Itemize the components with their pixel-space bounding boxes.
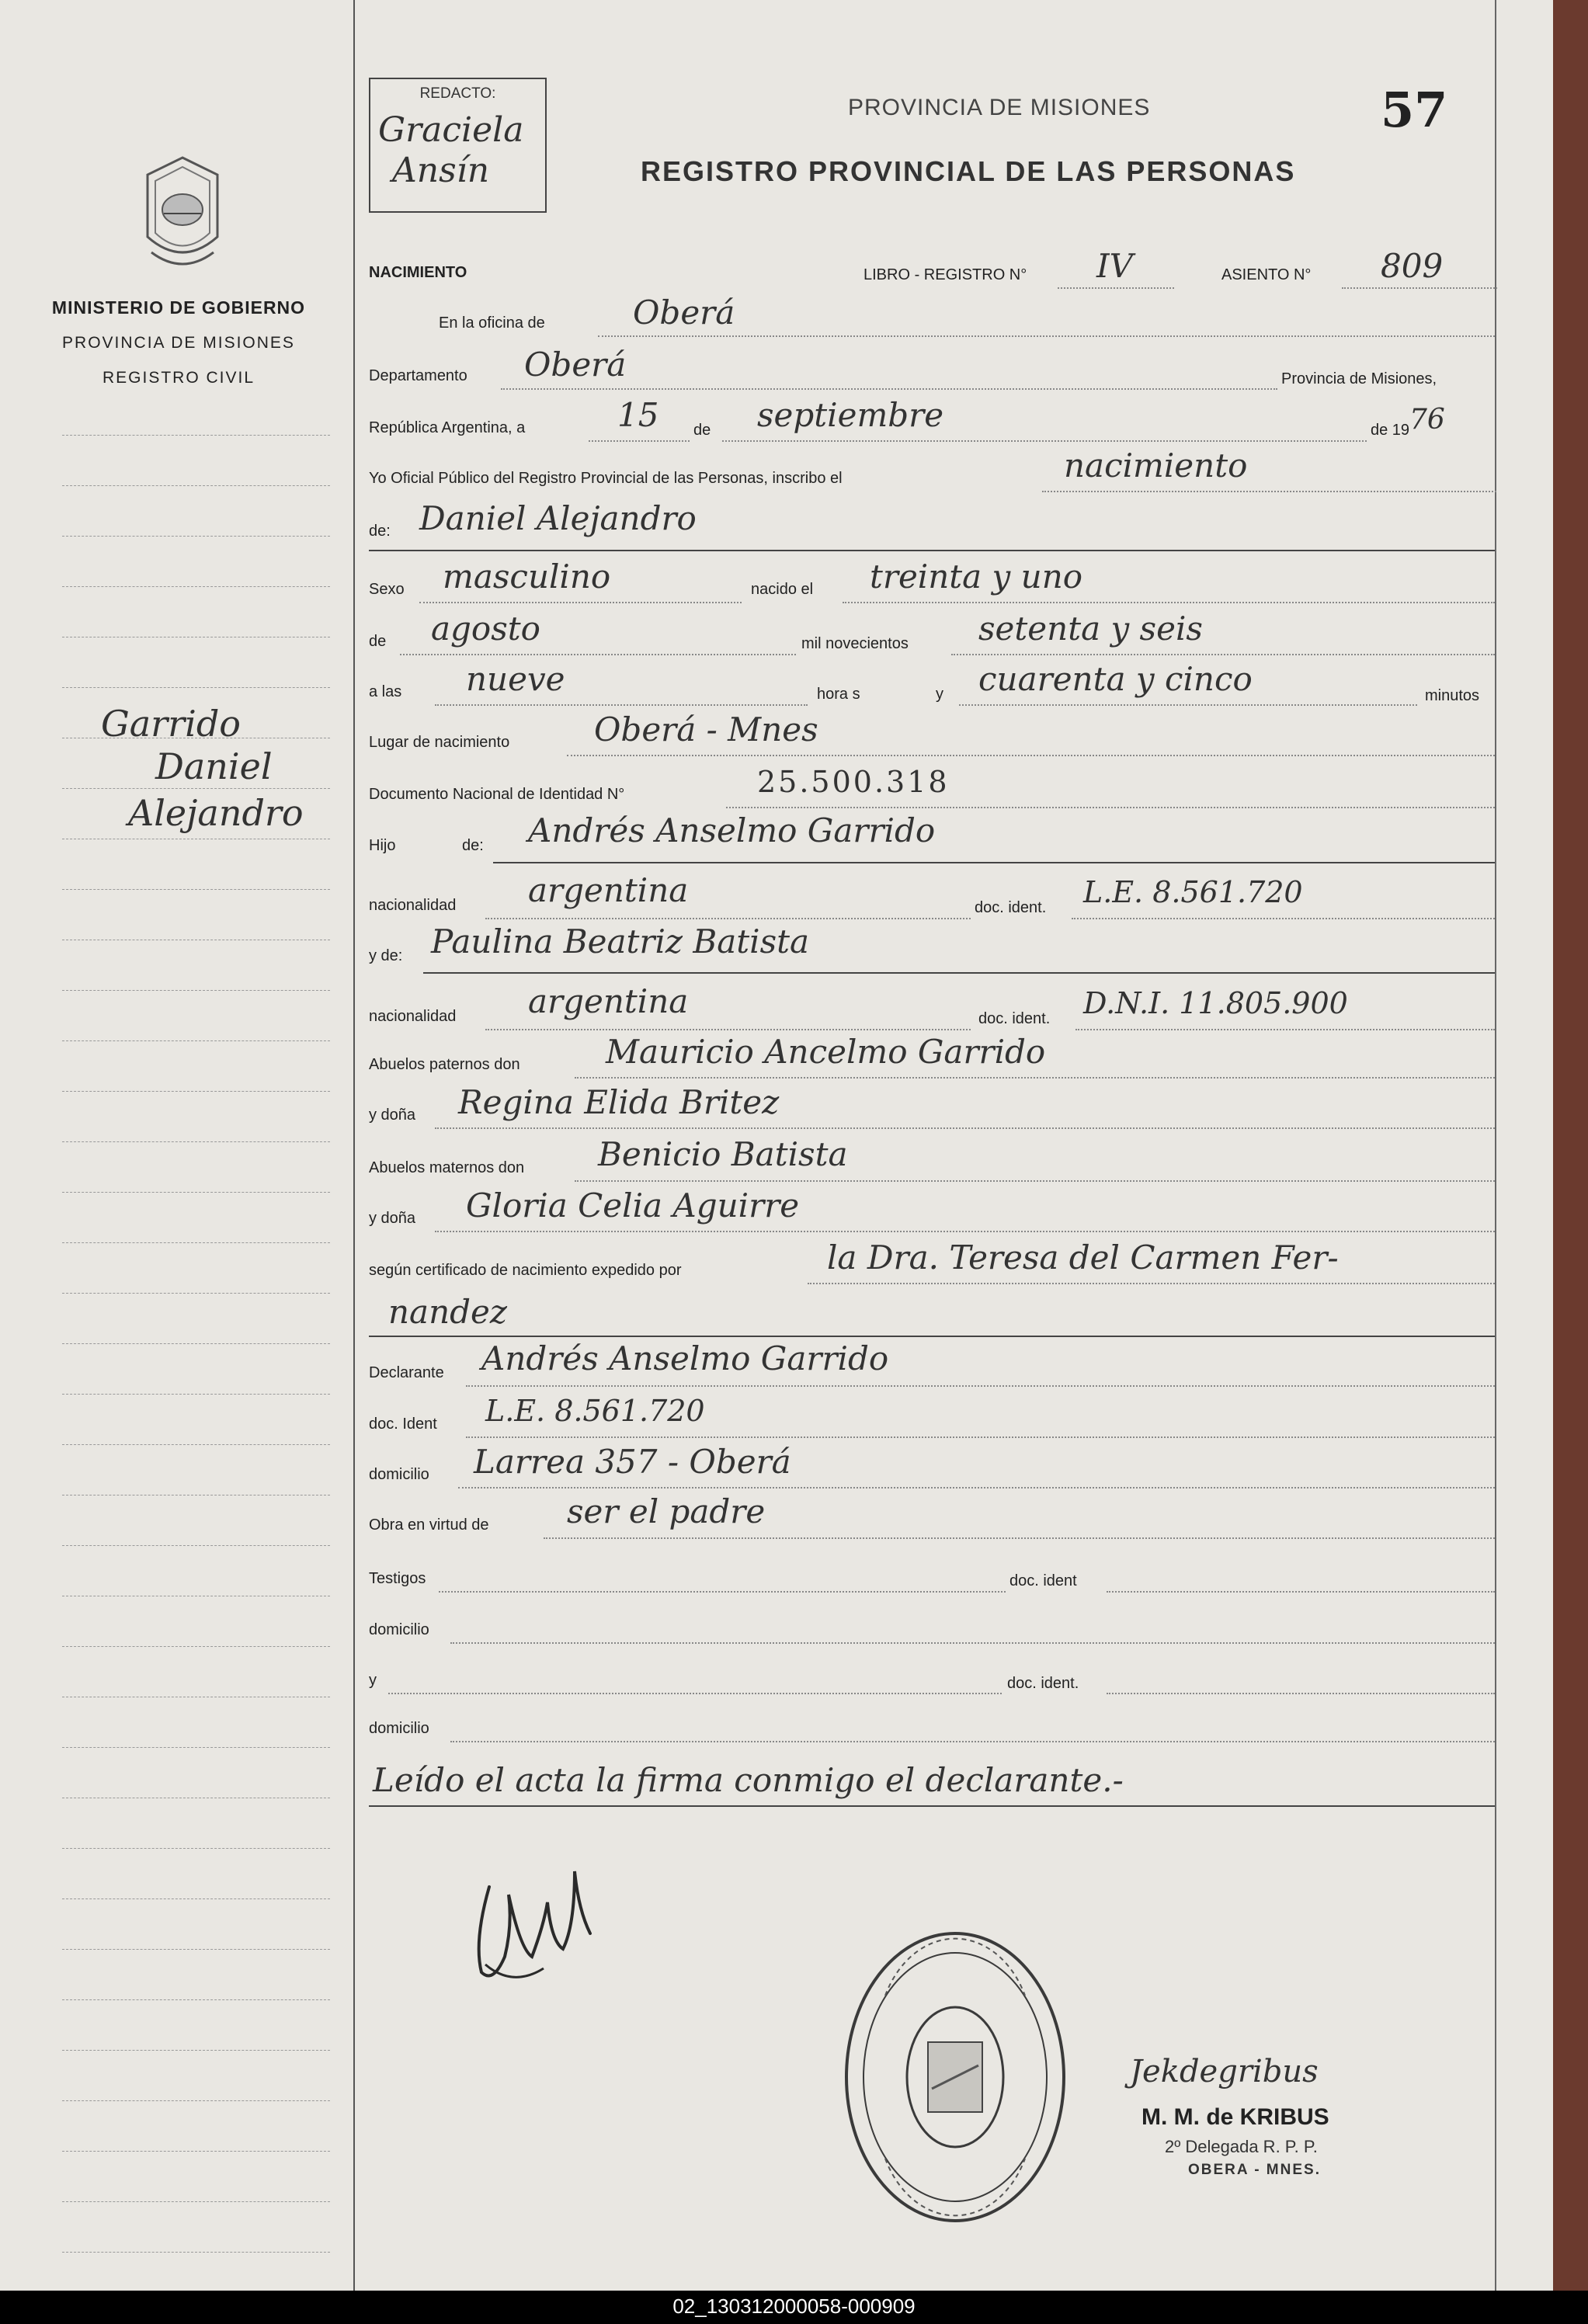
abuelo-materno-value: Benicio Batista [598, 1135, 848, 1173]
doc-padre-label: doc. ident. [975, 899, 1047, 916]
margin-ruled-line [62, 687, 330, 688]
alas-label-text: a la [369, 683, 394, 700]
margin-ruled-line [62, 1141, 330, 1142]
certificado-label: según certificado de nacimiento expedido por [369, 1262, 682, 1279]
margin-ruled-line [62, 2100, 330, 2101]
nacido-value: treinta y uno [870, 558, 1083, 596]
madre-value: Paulina Beatriz Batista [431, 922, 810, 961]
margin-ruled-line [62, 435, 330, 436]
testigos-line [439, 1591, 1006, 1593]
declarante-label: Declarante [369, 1364, 444, 1381]
madre-rule [423, 972, 1495, 974]
alas-line [435, 704, 808, 706]
nacionalidad-padre-line [485, 918, 971, 919]
domicilio-testigo2-label: domicilio [369, 1720, 429, 1737]
minutos-value: cuarenta y cinco [978, 660, 1253, 698]
provincia-label: Provincia de Misiones, [1281, 370, 1437, 387]
closing-rule [369, 1805, 1495, 1807]
nacionalidad-padre-label: nacionalidad [369, 897, 457, 914]
delegada-signature: Jekdegribus [1130, 2054, 1319, 2090]
testigos-label: Testigos [369, 1570, 426, 1587]
asiento-line [1342, 287, 1497, 289]
oficial-value: nacimiento [1064, 446, 1248, 485]
sexo-label: Sexo [369, 581, 405, 598]
redacto-box [369, 78, 547, 213]
closing-statement: Leído el acta la firma conmigo el declarante.- [373, 1761, 1124, 1799]
redacto-signature-line2: Ansín [392, 151, 490, 190]
mes-nac-label: de [369, 633, 387, 650]
margin-ruled-line [62, 1747, 330, 1748]
margin-ruled-line [62, 990, 330, 991]
oficina-line [598, 335, 1495, 337]
de-label: de [693, 422, 711, 439]
doc-madre-line [1075, 1029, 1495, 1030]
y-label: y [936, 686, 943, 703]
redacto-label: REDACTO: [419, 85, 496, 102]
minutos-line [959, 704, 1417, 706]
abuelo-materno-label: Abuelos maternos don [369, 1159, 525, 1176]
abuela-materna-value: Gloria Celia Aguirre [466, 1186, 800, 1225]
abuelo-paterno-label: Abuelos paternos don [369, 1056, 520, 1073]
province-title: PROVINCIA DE MISIONES [848, 95, 1151, 120]
margin-ruled-line [62, 485, 330, 486]
ministry-province: PROVINCIA DE MISIONES [62, 334, 295, 352]
dia-value: 15 [617, 396, 659, 434]
oficina-label: En la oficina de [439, 314, 545, 332]
margin-ruled-line [62, 1242, 330, 1243]
image-code: 02_130312000058-000909 [672, 2294, 916, 2318]
departamento-line [501, 388, 1277, 390]
abuela-materna-label: y doña [369, 1210, 416, 1227]
lugar-label: Lugar de nacimiento [369, 734, 510, 751]
alas-label [369, 683, 401, 701]
margin-ruled-line [62, 788, 330, 789]
dia-line [589, 440, 690, 442]
margin-ruled-line [62, 889, 330, 890]
declarante-value: Andrés Anselmo Garrido [481, 1339, 889, 1377]
margin-ruled-line [62, 1646, 330, 1647]
redacto-signature [378, 110, 523, 191]
hora-label [817, 686, 860, 703]
sexo-value: masculino [443, 558, 611, 596]
left-margin-column [0, 0, 355, 2291]
mes-value: septiembre [757, 396, 944, 434]
doc-padre-line [1072, 918, 1495, 919]
domicilio-testigo1-line [450, 1642, 1495, 1644]
republica-label: República Argentina, a [369, 419, 526, 436]
departamento-value: Oberá [524, 346, 627, 384]
official-signature-icon [458, 1840, 621, 1996]
abuela-paterna-value: Regina Elida Britez [458, 1083, 780, 1121]
anio-value: 76 [1409, 404, 1445, 436]
provincial-seal-icon [136, 151, 229, 276]
mes-nac-value: agosto [431, 610, 540, 648]
ministry-registry: REGISTRO CIVIL [102, 369, 255, 387]
margin-note-middlename: Alejandro [128, 792, 304, 834]
margin-ruled-line [62, 1848, 330, 1849]
abuelo-paterno-value: Mauricio Ancelmo Garrido [606, 1033, 1046, 1071]
mes-line [722, 440, 1367, 442]
margin-ruled-line [62, 586, 330, 587]
nacionalidad-padre-value: argentina [528, 871, 689, 909]
padre-rule [493, 862, 1495, 863]
padre-de-label: de: [462, 837, 484, 854]
doc-declarante-label: doc. Ident [369, 1416, 437, 1433]
anio-nac-line [951, 654, 1495, 655]
nacido-label: nacido el [751, 581, 814, 598]
mil-label: mil novecientos [801, 635, 909, 652]
minutos-label: minutos [1425, 687, 1480, 704]
declarante-line [466, 1385, 1495, 1387]
delegation-stamp-icon [839, 1926, 1072, 2228]
margin-note-firstname: Daniel [155, 745, 273, 787]
nacionalidad-madre-line [485, 1029, 971, 1030]
testigo2-line [388, 1693, 1002, 1694]
anio-label: de 19 [1371, 422, 1410, 439]
margin-ruled-line [62, 1545, 330, 1546]
documento-line [726, 807, 1495, 808]
anio-nac-value: setenta y seis [978, 610, 1203, 648]
nacionalidad-madre-label: nacionalidad [369, 1008, 457, 1025]
margin-ruled-line [62, 1394, 330, 1395]
margin-ruled-line [62, 1898, 330, 1899]
certificado-value-cont: nandez [388, 1293, 508, 1331]
hora-label-suffix: s [852, 686, 860, 703]
lugar-value: Oberá - Mnes [594, 710, 818, 749]
abuela-materna-line [435, 1231, 1495, 1232]
doc-madre-label: doc. ident. [978, 1010, 1051, 1027]
certificado-line [808, 1283, 1495, 1284]
abuela-paterna-label: y doña [369, 1106, 416, 1124]
nombre-rule [369, 550, 1495, 551]
domicilio-label: domicilio [369, 1466, 429, 1483]
margin-ruled-line [62, 2252, 330, 2253]
asiento-value: 809 [1381, 247, 1444, 285]
asiento-label: ASIENTO N° [1221, 266, 1312, 283]
domicilio-testigo2-line [450, 1741, 1495, 1742]
abuela-paterna-line [435, 1127, 1495, 1129]
certificado-rule [369, 1336, 1495, 1337]
libro-line [1058, 287, 1174, 289]
certificado-value: la Dra. Teresa del Carmen Fer- [827, 1238, 1339, 1277]
nombre-value: Daniel Alejandro [419, 499, 697, 537]
nacido-line [843, 602, 1495, 603]
margin-ruled-line [62, 2151, 330, 2152]
margin-ruled-line [62, 1192, 330, 1193]
hora-label-text: hora [817, 686, 849, 703]
doc-testigo1-label: doc. ident [1009, 1572, 1077, 1589]
doc-madre-value: D.N.I. 11.805.900 [1083, 986, 1348, 1020]
margin-ruled-line [62, 2201, 330, 2202]
margin-ruled-line [62, 1949, 330, 1950]
margin-ruled-line [62, 1444, 330, 1445]
abuelo-paterno-line [575, 1077, 1495, 1079]
margin-ruled-line [62, 1040, 330, 1041]
redacto-signature-line1: Graciela [378, 110, 524, 150]
padre-value: Andrés Anselmo Garrido [528, 811, 936, 849]
registry-title: REGISTRO PROVINCIAL DE LAS PERSONAS [641, 155, 1296, 187]
delegada-name: M. M. de KRIBUS [1141, 2104, 1329, 2130]
hijo-label [369, 837, 395, 855]
record-type-label: NACIMIENTO [369, 264, 467, 281]
domicilio-value: Larrea 357 - Oberá [474, 1443, 791, 1481]
margin-ruled-line [62, 1343, 330, 1344]
oficina-value: Oberá [633, 294, 735, 332]
documento-label: Documento Nacional de Identidad N° [369, 786, 625, 803]
alas-value: nueve [466, 660, 565, 698]
folio-number: 57 [1381, 82, 1448, 138]
margin-ruled-line [62, 2050, 330, 2051]
testigo2-label: y [369, 1672, 377, 1689]
obra-line [544, 1537, 1495, 1539]
ministry-name: MINISTERIO DE GOBIERNO [51, 297, 306, 318]
sexo-line [419, 602, 742, 603]
doc-declarante-line [466, 1436, 1495, 1438]
hijo-label-suffix: o [387, 837, 396, 854]
obra-value: ser el padre [567, 1492, 766, 1530]
nacionalidad-madre-value: argentina [528, 982, 689, 1020]
margin-ruled-line [62, 1999, 330, 2000]
doc-testigo2-line [1107, 1693, 1495, 1694]
nombre-label: de: [369, 523, 391, 540]
abuelo-materno-line [575, 1180, 1495, 1182]
mes-nac-line [400, 654, 796, 655]
alas-label-suffix: s [394, 683, 402, 700]
libro-label: LIBRO - REGISTRO N° [863, 266, 1027, 283]
book-binding-edge [1553, 0, 1588, 2291]
doc-padre-value: L.E. 8.561.720 [1083, 875, 1303, 909]
doc-testigo1-line [1107, 1591, 1495, 1593]
oficial-line [1042, 491, 1496, 492]
delegada-place: OBERA - MNES. [1188, 2162, 1321, 2178]
documento-value: 25.500.318 [757, 765, 950, 799]
margin-ruled-line [62, 1091, 330, 1092]
obra-label: Obra en virtud de [369, 1516, 489, 1534]
delegada-role: 2º Delegada R. P. P. [1165, 2137, 1318, 2156]
domicilio-testigo1-label: domicilio [369, 1621, 429, 1638]
madre-label: y de: [369, 947, 403, 964]
margin-ruled-line [62, 536, 330, 537]
departamento-label: Departamento [369, 367, 467, 384]
libro-value: IV [1096, 247, 1133, 285]
doc-testigo2-label: doc. ident. [1007, 1675, 1079, 1692]
doc-declarante-value: L.E. 8.561.720 [485, 1394, 705, 1428]
domicilio-line [458, 1487, 1495, 1489]
oficial-label: Yo Oficial Público del Registro Provincial de las Personas, inscribo el [369, 470, 843, 487]
margin-ruled-line [62, 1293, 330, 1294]
margin-note-surname: Garrido [101, 703, 242, 745]
lugar-line [567, 755, 1495, 756]
hijo-label-text: Hij [369, 837, 387, 854]
